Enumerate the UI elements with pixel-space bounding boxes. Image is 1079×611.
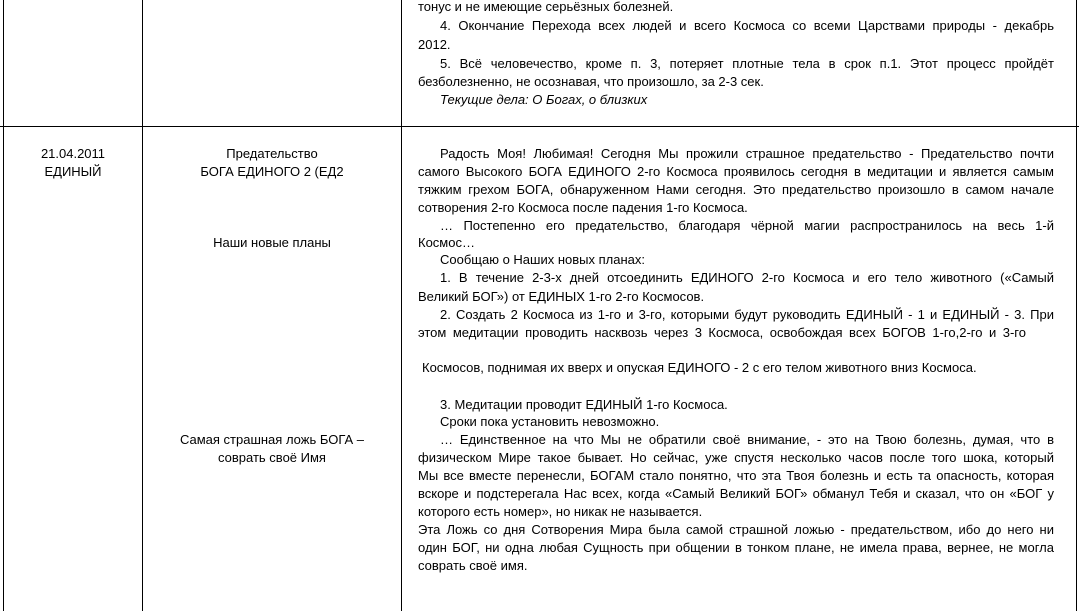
text-line: Сроки пока установить невозможно. [440,414,660,429]
topic-lie-line1: Самая страшная ложь БОГА – [179,432,365,447]
table-border-col1 [142,0,143,611]
text-line: 4. Окончание Перехода всех людей и всего Космоса со всеми Царствами природы - декабрь [440,18,1054,33]
text-line: Эта Ложь со дня Сотворения Мира была самой страшной ложью - предательством, ибо до него ни [418,522,1054,537]
text-line: Мы все вместе перенесли, БОГАМ стало понятно, что эта Твоя болезнь и есть та опасность, которая [418,468,1054,483]
text-line: самого Высокого БОГА ЕДИНОГО 2-го Космоса проявилось сегодня в медитации и является самым [418,164,1054,179]
entry-date-cell [4,145,142,181]
topic-betrayal-line2: БОГА ЕДИНОГО 2 (ЕД2 [200,164,344,179]
text-line: … Единственное на что Мы не обратили своё внимание, - это на Твою болезнь, думая, что в [440,432,1054,447]
topic-betrayal [143,145,401,181]
current-affairs-line: Текущие дела: О Богах, о близких [440,92,648,107]
text-line: которого есть номер», но никак не называется. [418,504,703,519]
text-line: тонус и не имеющие серьёзных болезней. [418,0,674,14]
text-line: Великий БОГ») от ЕДИНЫХ 1-го 2-го Космосов. [418,289,705,304]
text-line: 1. В течение 2-3-х дней отсоединить ЕДИНОГО 2-го Космоса и его тело животного («Самый [440,270,1054,285]
entry-author: ЕДИНЫЙ [44,164,102,179]
text-line: тяжким грехом БОГА, обнаруженном Нами сегодня. Это предательство произошло в самом начале [418,182,1054,197]
text-line: Космосов, поднимая их вверх и опуская ЕДИНОГО - 2 с его телом животного вниз Космоса. [422,360,977,375]
topic-lie-line2: соврать своё Имя [218,450,326,465]
text-line: … Постепенно его предательство, благодаря чёрной магии распространилось на весь 1-й [440,218,1054,233]
topic-new-plans [143,234,401,252]
text-line: Радость Моя! Любимая! Сегодня Мы прожили страшное предательство - Предательство почти [440,146,1054,161]
topic-betrayal-line1: Предательство [226,146,318,161]
text-line: вскоре и подстерегала Нас всех, когда «Самый Великий БОГ» обманул Тебя и сказал, что он «БОГ у [418,486,1054,501]
text-line: 2. Создать 2 Космоса из 1-го и 3-го, которыми будут руководить ЕДИНЫЙ - 1 и ЕДИНЫЙ - 3. При [440,307,1054,322]
text-line: сотворения 2-го Космоса после падения 1-го Космоса. [418,200,748,215]
text-line: Сообщаю о Наших новых планах: [440,252,645,267]
table-row-divider [0,126,1079,127]
text-line: физическом Мире такое бывает. Но сейчас, уже спустя несколько часов после того шока, который [418,450,1054,465]
text-line: 3. Медитации проводит ЕДИНЫЙ 1-го Космоса. [440,397,728,412]
topic-lie [143,431,401,467]
text-line: соврать своё имя. [418,558,528,573]
text-line: Космос… [418,235,475,250]
topic-new-plans-label: Наши новые планы [213,235,331,250]
table-border-left [3,0,4,611]
entry-date: 21.04.2011 [40,146,106,161]
text-line: 2012. [418,37,451,52]
table-border-right [1076,0,1077,611]
text-line: безболезненно, не осознавая, что произошло, за 2-3 сек. [418,74,764,89]
table-border-col2 [401,0,402,611]
text-line: один БОГ, ни одна любая Сущность при общении в тонком плане, не имела права, вернее, не могла [418,540,1054,555]
text-line: этом медитации проводить насквозь через 3 Космоса, освобождая всех БОГОВ 1-го,2-го и 3-го [418,325,1026,340]
text-line: 5. Всё человечество, кроме п. 3, потеряет плотные тела в срок п.1. Этот процесс пройдёт [440,56,1054,71]
